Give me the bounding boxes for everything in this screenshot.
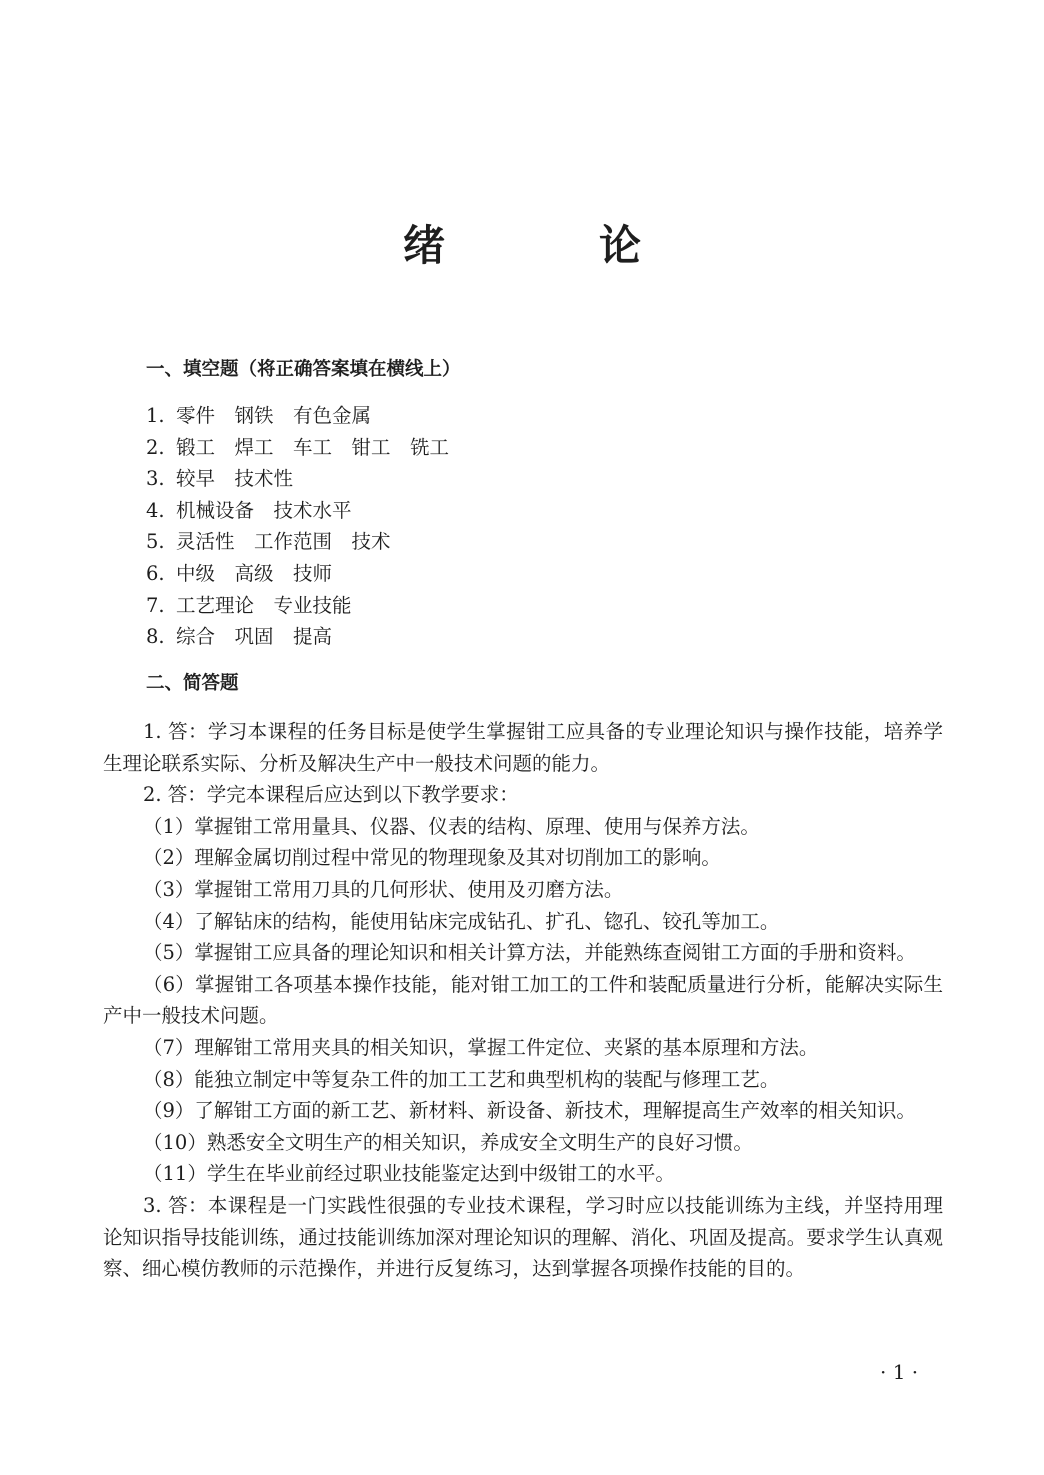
requirement-item: （3）掌握钳工常用刀具的几何形状、使用及刃磨方法。 xyxy=(143,877,624,901)
requirement-item: （2）理解金属切削过程中常见的物理现象及其对切削加工的影响。 xyxy=(143,846,721,870)
item-number: 1. xyxy=(146,404,165,427)
item-answer: 零件 钢铁 有色金属 xyxy=(176,404,372,427)
list-item xyxy=(146,621,449,653)
requirement-item: （5）掌握钳工应具备的理论知识和相关计算方法，并能熟练查阅钳工方面的手册和资料。 xyxy=(143,941,916,965)
item-number: 4. xyxy=(146,498,165,522)
requirement-item: （9）了解钳工方面的新工艺、新材料、新设备、新技术，理解提高生产效率的相关知识。 xyxy=(143,1099,916,1123)
requirement-item: （8）能独立制定中等复杂工件的加工工艺和典型机构的装配与修理工艺。 xyxy=(143,1067,780,1091)
section-heading-short-answer: 二、简答题 xyxy=(146,673,239,694)
answer-paragraph: 3. 答：本课程是一门实践性很强的专业技术课程，学习时应以技能训练为主线，并坚持用理论知识指导技能训练，通过技能训练加深对理论知识的理解、消化、巩固及提高。要求学生认真观察、细心模仿教师的示范操作，并进行反复练习，达到掌握各项操作技能的目的。 xyxy=(103,1193,943,1281)
item-answer: 工艺理论 专业技能 xyxy=(176,593,352,617)
requirement-item: （6）掌握钳工各项基本操作技能，能对钳工加工的工件和装配质量进行分析，能解决实际生产中一般技术问题。 xyxy=(103,972,943,1028)
item-answer: 较早 技术性 xyxy=(176,467,294,491)
list-item xyxy=(146,432,449,464)
requirement-item: （10）熟悉安全文明生产的相关知识，养成安全文明生产的良好习惯。 xyxy=(143,1130,753,1154)
section-heading-fill-in: 一、填空题（将正确答案填在横线上） xyxy=(146,359,461,380)
list-item xyxy=(146,495,449,527)
list-item xyxy=(146,400,449,432)
answer-paragraph: 1. 答：学习本课程的任务目标是使学生掌握钳工应具备的专业理论知识与操作技能，培养学生理论联系实际、分析及解决生产中一般技术问题的能力。 xyxy=(103,720,943,775)
item-number: 5. xyxy=(146,530,165,554)
item-number: 6. xyxy=(146,561,165,585)
list-item xyxy=(146,590,449,622)
list-item xyxy=(146,526,449,558)
item-answer: 综合 巩固 提高 xyxy=(176,625,333,649)
item-number: 7. xyxy=(146,593,165,617)
item-number: 2. xyxy=(146,435,165,459)
requirement-item: （4）了解钻床的结构，能使用钻床完成钻孔、扩孔、锪孔、铰孔等加工。 xyxy=(143,909,780,933)
requirement-item: （1）掌握钳工常用量具、仪器、仪表的结构、原理、使用与保养方法。 xyxy=(143,814,760,838)
item-answer: 锻工 焊工 车工 钳工 铣工 xyxy=(176,435,450,459)
item-number: 8. xyxy=(146,625,165,649)
item-answer: 中级 高级 技师 xyxy=(176,561,333,585)
item-answer: 灵活性 工作范围 技术 xyxy=(176,530,391,554)
page-title: 绪 论 xyxy=(402,221,697,270)
list-item xyxy=(146,558,449,590)
answer-paragraph: 2. 答：学完本课程后应达到以下教学要求： xyxy=(143,783,519,807)
requirement-item: （11）学生在毕业前经过职业技能鉴定达到中级钳工的水平。 xyxy=(143,1162,675,1186)
item-answer: 机械设备 技术水平 xyxy=(176,498,352,522)
item-number: 3. xyxy=(146,467,165,491)
requirement-item: （7）理解钳工常用夹具的相关知识，掌握工件定位、夹紧的基本原理和方法。 xyxy=(143,1035,819,1059)
fill-in-answer-list xyxy=(146,400,449,653)
short-answer-body xyxy=(103,716,943,1285)
list-item xyxy=(146,463,449,495)
page-number: · 1 · xyxy=(880,1360,919,1384)
